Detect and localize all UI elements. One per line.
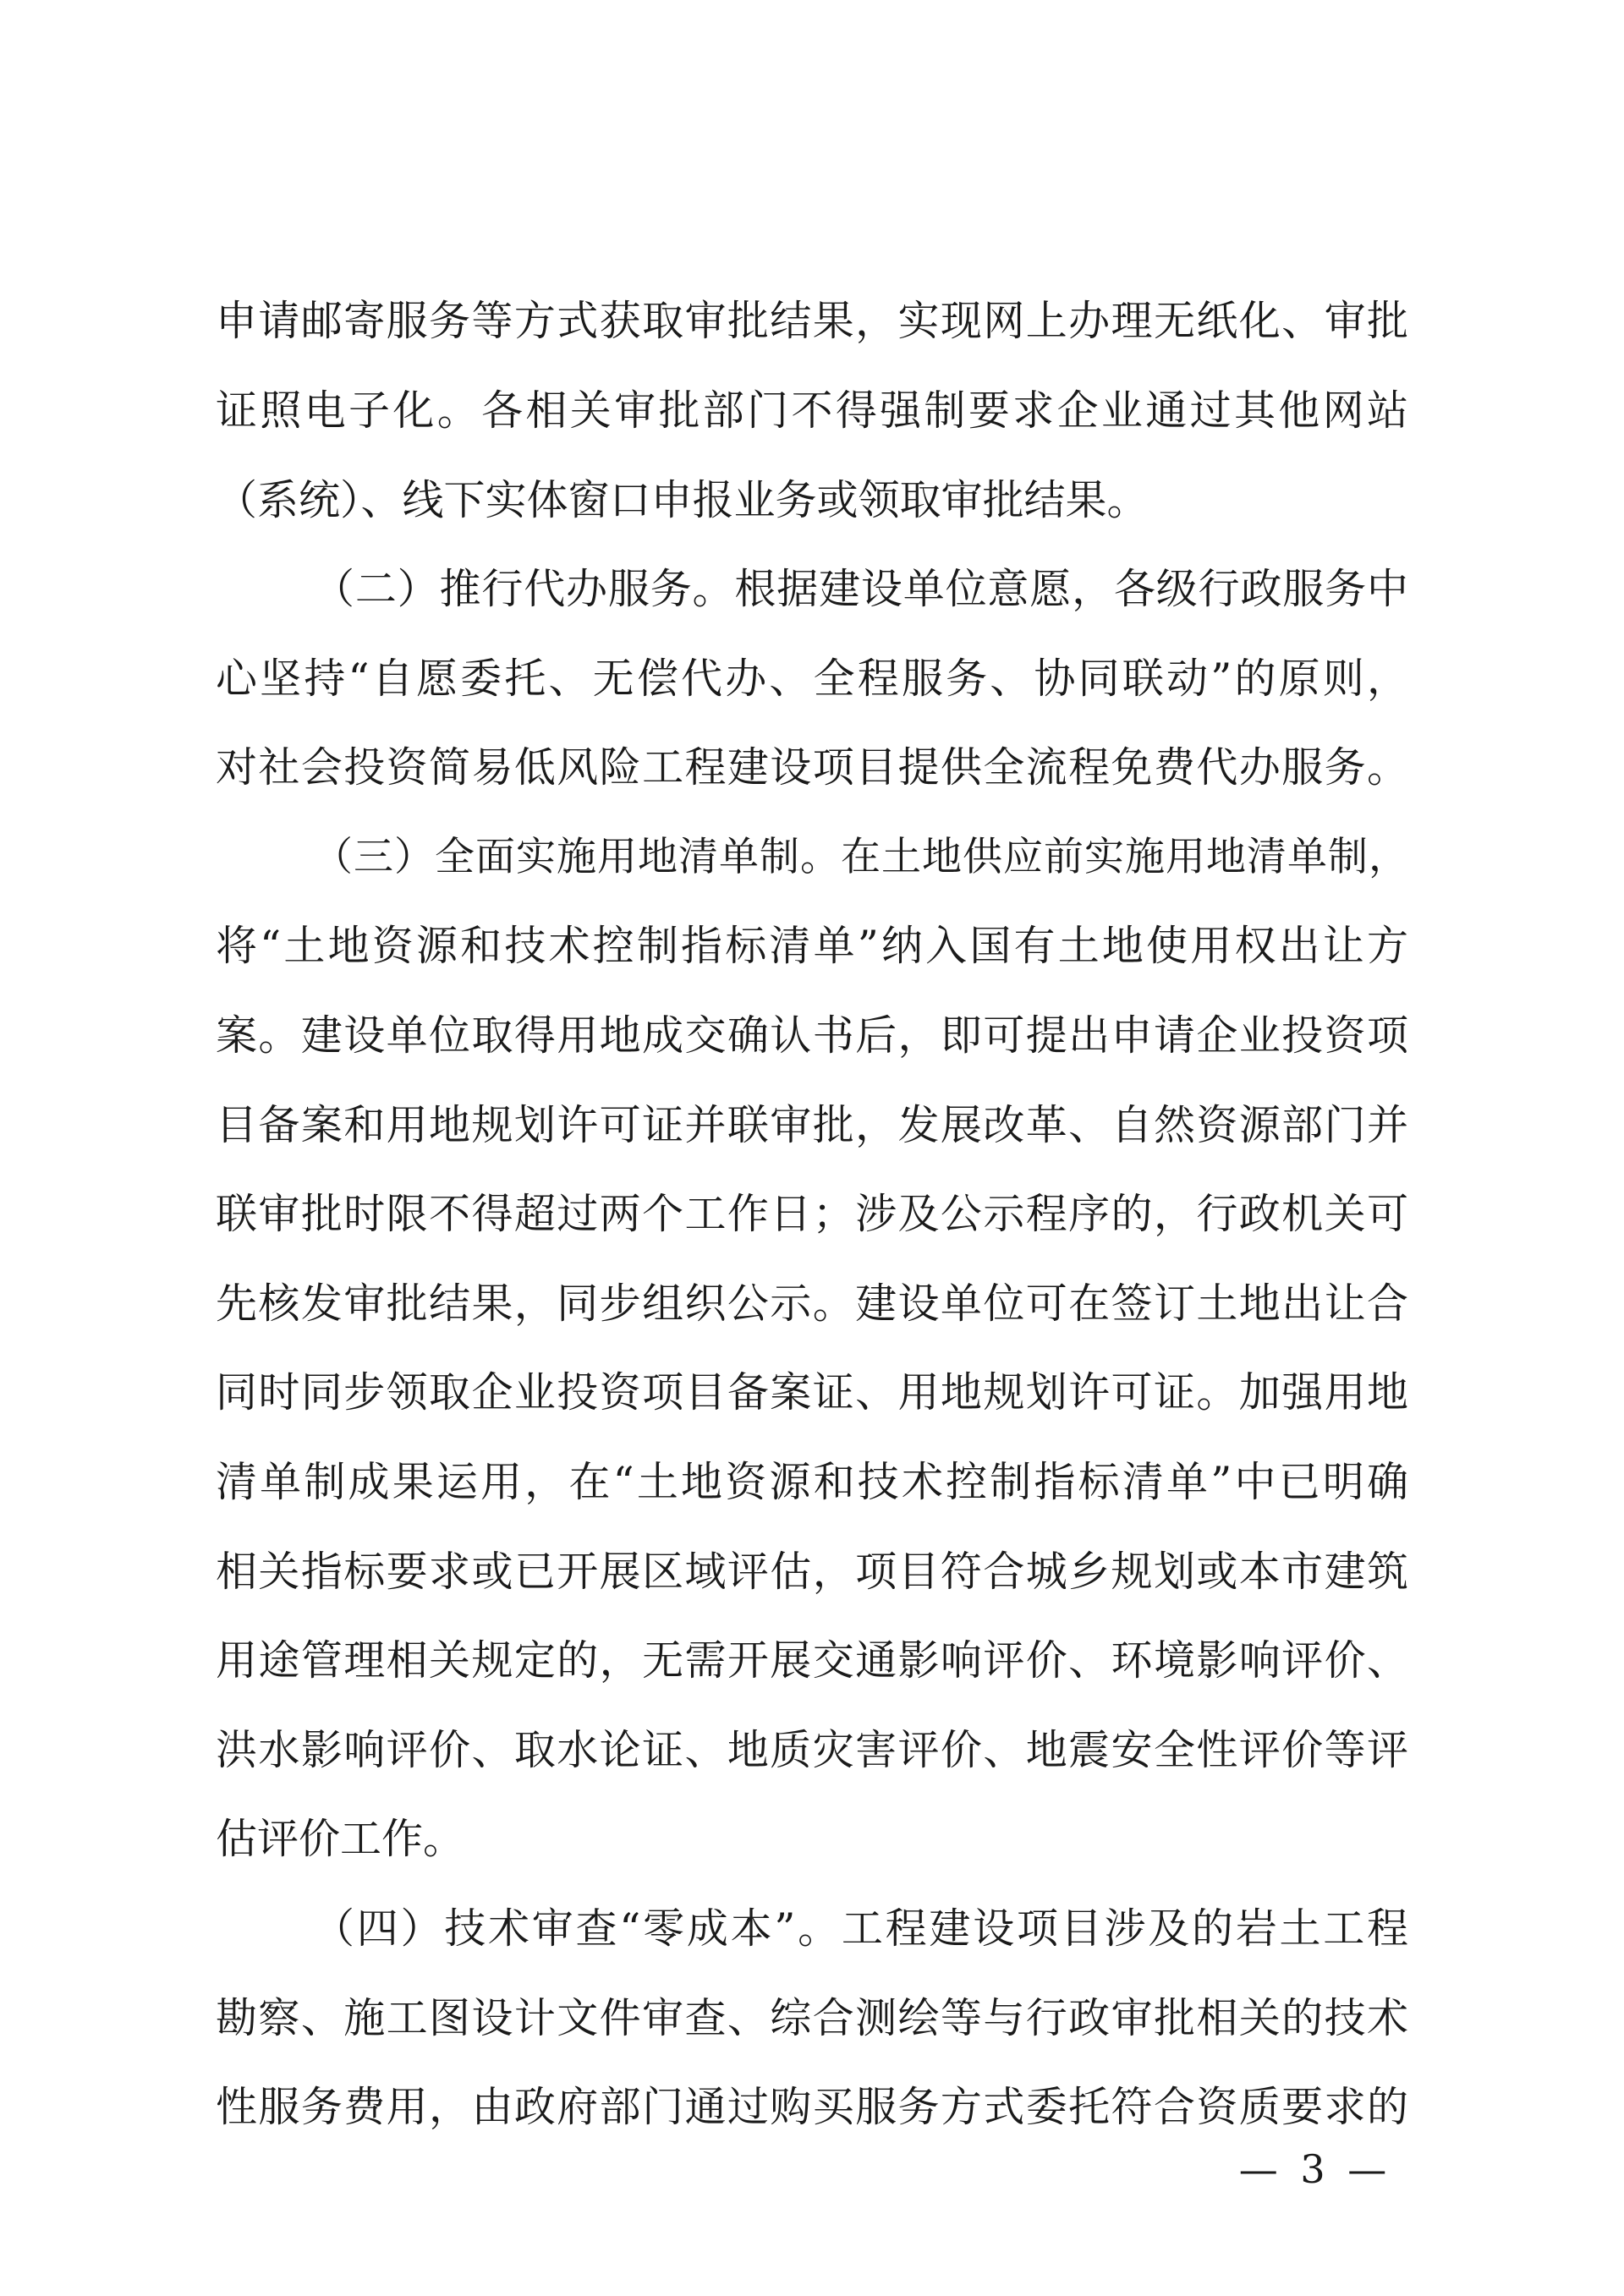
- page-number: — 3 —: [1238, 2146, 1392, 2192]
- body-text-line: 勘察、施工图设计文件审查、综合测绘等与行政审批相关的技术: [216, 1994, 1408, 2042]
- body-text-line: 洪水影响评价、取水论证、地质灾害评价、地震安全性评价等评: [216, 1726, 1408, 1774]
- body-text-line: 案。建设单位取得用地成交确认书后，即可提出申请企业投资项: [216, 1011, 1408, 1060]
- body-text-line: 联审批时限不得超过两个工作日；涉及公示程序的，行政机关可: [216, 1190, 1408, 1238]
- body-text-line: 同时同步领取企业投资项目备案证、用地规划许可证。加强用地: [216, 1368, 1408, 1417]
- section-heading-line: （三）全面实施用地清单制。在土地供应前实施用地清单制，: [313, 834, 1408, 880]
- body-text-line: 清单制成果运用，在“土地资源和技术控制指标清单”中已明确: [216, 1458, 1408, 1506]
- body-text-line: 估评价工作。: [216, 1815, 465, 1863]
- body-text-line: 用途管理相关规定的，无需开展交通影响评价、环境影响评价、: [216, 1636, 1408, 1685]
- body-text-line: （系统）、线下实体窗口申报业务或领取审批结果。: [216, 476, 1149, 524]
- section-heading-line: （四）技术审查“零成本”。工程建设项目涉及的岩土工程: [313, 1904, 1408, 1953]
- body-text-line: 申请邮寄服务等方式获取审批结果，实现网上办理无纸化、审批: [216, 297, 1408, 345]
- body-text-line: 目备案和用地规划许可证并联审批，发展改革、自然资源部门并: [216, 1101, 1408, 1149]
- section-heading-line: （二）推行代办服务。根据建设单位意愿，各级行政服务中: [313, 565, 1408, 613]
- body-text-line: 对社会投资简易低风险工程建设项目提供全流程免费代办服务。: [216, 743, 1408, 792]
- body-text-line: 将“土地资源和技术控制指标清单”纳入国有土地使用权出让方: [216, 922, 1408, 970]
- body-text-line: 性服务费用，由政府部门通过购买服务方式委托符合资质要求的: [216, 2083, 1408, 2131]
- body-text-line: 证照电子化。各相关审批部门不得强制要求企业通过其他网站: [216, 386, 1408, 435]
- body-text-line: 相关指标要求或已开展区域评估，项目符合城乡规划或本市建筑: [216, 1548, 1408, 1596]
- body-text-line: 先核发审批结果，同步组织公示。建设单位可在签订土地出让合: [216, 1280, 1408, 1328]
- body-text-line: 心坚持“自愿委托、无偿代办、全程服务、协同联动”的原则，: [216, 655, 1408, 703]
